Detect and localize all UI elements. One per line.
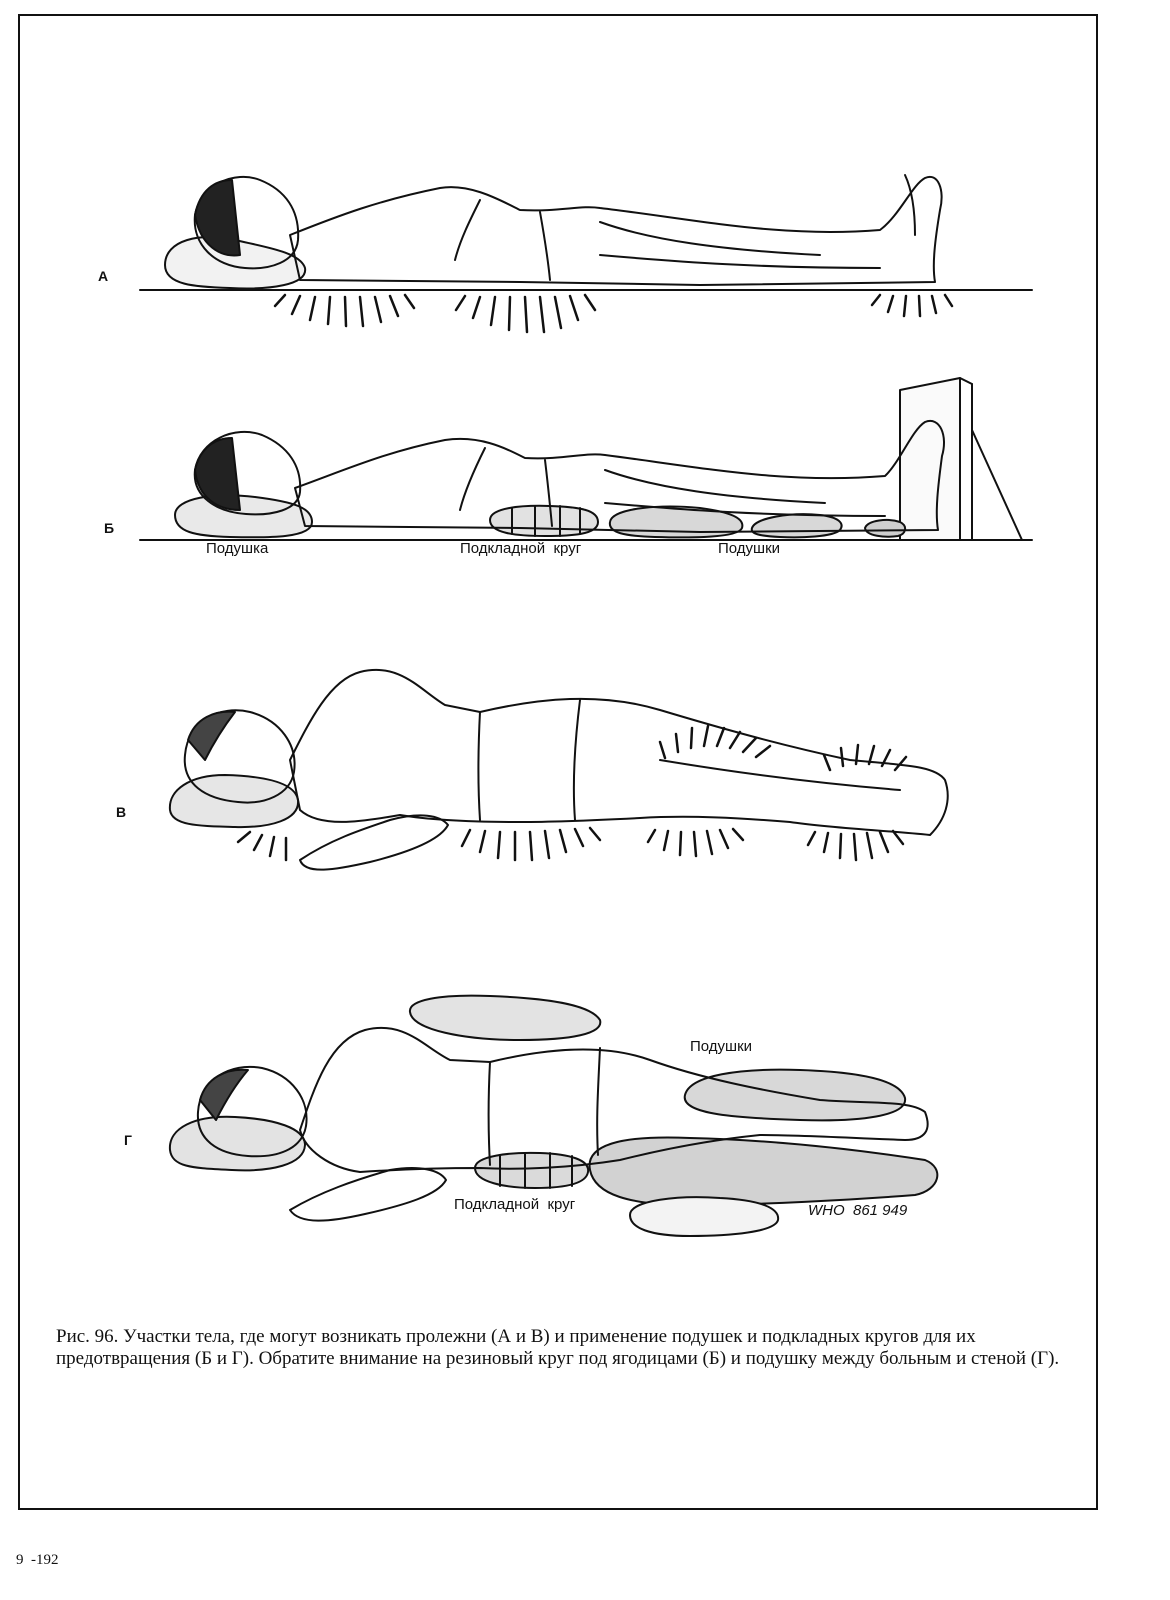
figure-caption: Рис. 96. Участки тела, где могут возникать пролежни (А и В) и применение подушек и подкладных кругов для их предотвращения (Б и Г). Обратите внимание на резиновый круг под ягодицами (Б) и подушку между больным и стеной (Г). [56, 1326, 1060, 1369]
page-number: 9 -192 [16, 1552, 59, 1568]
label-ring-b: Подкладной круг [460, 540, 582, 557]
label-ring-g: Подкладной круг [454, 1196, 576, 1213]
panel-label-v: В [116, 804, 127, 820]
label-pillows-b: Подушки [718, 540, 781, 557]
panel-v-figure [170, 670, 948, 870]
figure-code: WHO 861 949 [808, 1202, 908, 1219]
label-pillow-b: Подушка [206, 540, 269, 557]
panel-b-figure [140, 378, 1032, 540]
panel-label-a: А [98, 268, 109, 284]
label-pillows-g: Подушки [690, 1038, 753, 1055]
panel-label-g: Г [124, 1132, 132, 1148]
panel-a-figure [140, 175, 1032, 332]
panel-label-b: Б [104, 520, 115, 536]
